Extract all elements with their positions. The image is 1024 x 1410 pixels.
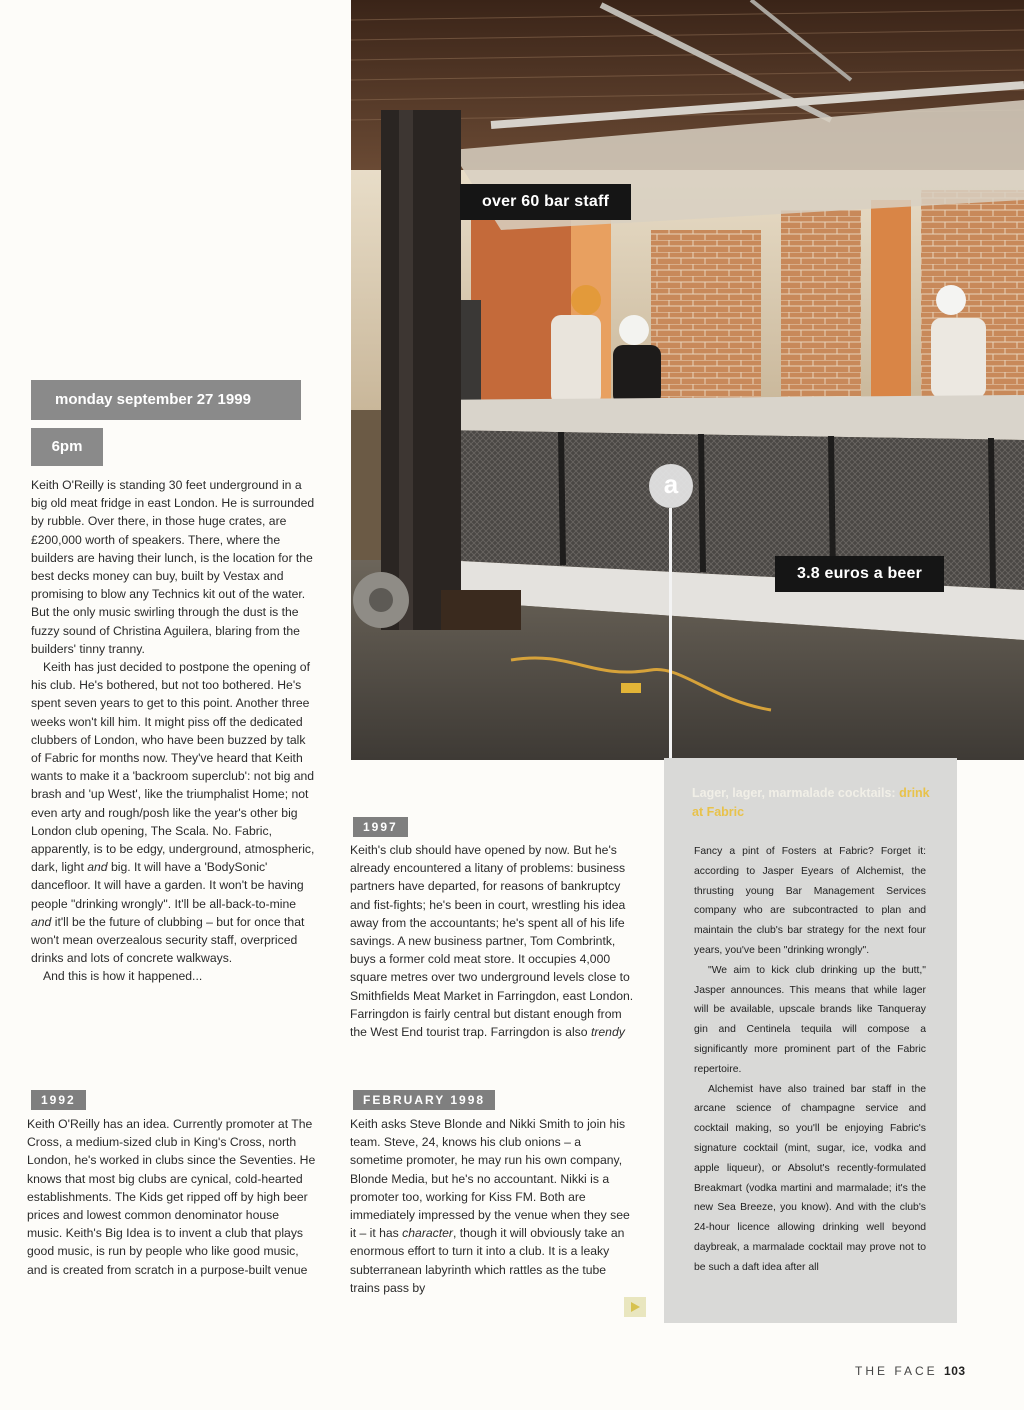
- sidebar-body: [694, 842, 926, 1278]
- paragraph: And this is how it happened...: [43, 969, 203, 984]
- date-heading: monday september 27 1999: [31, 380, 301, 420]
- column-2-text-1997: [350, 841, 634, 1041]
- year-tag-1992: 1992: [31, 1090, 86, 1110]
- sidebar-heading: Lager, lager, marmalade cocktails: drink at Fabric: [692, 786, 930, 819]
- year-tag-february-1998: FEBRUARY 1998: [353, 1090, 495, 1110]
- column-1-text: [31, 476, 317, 986]
- time-heading: 6pm: [31, 428, 103, 466]
- photo-label-bar-staff: over 60 bar staff: [460, 184, 631, 220]
- paragraph: Keith O'Reilly has an idea. Currently promoter at The Cross, a medium-sized club in King's Cross, north London, he's worked in clubs since the Seventies. He knows that most big clubs are cynical, cold-hearted establishments. The Kids get ripped off by high beer prices and lowest common denominator house music. Keith's Big Idea is to invent a club that plays good music, is run by people who like good music, and is created from scratch in a purpose-built venue: [27, 1117, 316, 1277]
- paragraph: "We aim to kick club drinking up the butt," Jasper announces. This means that while lager will be available, upscale brands like Tanqueray gin and Centinela tequila will compose a significantly more prominent part of the Fabric repertoire.: [694, 964, 926, 1075]
- paragraph: Keith has just decided to postpone the opening of his club. He's bothered, but not too bothered. He's spent seven years to get to this point. Another three weeks won't kill him. It might piss off the dedicated clubbers of London, who have been buzzed by talk of Fabric for months now. They've heard that Keith wants to make it a 'backroom superclub': not big and brash and 'up West', like the triumphalist Home; not even arty and rough/posh like the year's other big London club opening, The Scala. No. Fabric, apparently, is to be edgy, underground, atmospheric, dark, light and big. It will have a 'BodySonic' dancefloor. It will have a garden. It won't be having people "drinking wrongly". It'll be all-back-to-mine and it'll be the future of clubbing – but for once that won't mean overzealous security staff, overpriced drinks and lots of concrete walkways.: [31, 660, 315, 966]
- column-1-text-1992: [27, 1115, 317, 1279]
- paragraph: Keith O'Reilly is standing 30 feet underground in a big old meat fridge in east London. He is surrounded by rubble. Over there, in those huge crates, are £200,000 worth of speakers. There, where the builders are having their lunch, is the location for the best decks money can buy, built by Vestax and promising to blow any Technics kit out of the water. But the only music swirling through the dust is the fuzzy sound of Christina Aguilera, blaring from the builders' tinny tranny.: [31, 478, 315, 656]
- paragraph: Alchemist have also trained bar staff in the arcane science of champagne service and cocktail making, so you'll be enjoying Fabric's signature cocktail (mint, sugar, ice, vodka and apple liqueur), or Absolut's recently-formulated Breakmart (vodka martini and marmalade; it's the new Sea Breeze, you know). And with the club's 24-hour licence allowing drinking well beyond daybreak, a marmalade cocktail may prove not to be such a daft idea after all: [694, 1083, 926, 1273]
- paragraph: Keith asks Steve Blonde and Nikki Smith to join his team. Steve, 24, knows his club onions – a sometime promoter, he may run his own company, Blonde Media, but he's no accountant. Nikki is a promoter too, working for Kiss FM. Both are immediately impressed by the venue when they see it – it has character, though it will obviously take an enormous effort to turn it into a club. It is a leaky subterranean labyrinth which rattles as the tube trains pass by: [350, 1117, 630, 1295]
- photo-label-beer-price: 3.8 euros a beer: [775, 556, 944, 592]
- year-tag-1997: 1997: [353, 817, 408, 837]
- paragraph: Keith's club should have opened by now. But he's already encountered a litany of problems: business partners have departed, for reasons of bankruptcy and fist-fights; he's been in court, wrestling his idea away from the accountants; he's spent all of his life savings. A new business partner, Tom Combrintk, buys a former cold meat store. It occupies 4,000 square metres over two underground levels close to Smithfields Meat Market in Farringdon, east London. Farringdon is fairly central but distant enough from the West End tourist trap. Farringdon is also trendy: [350, 843, 634, 1040]
- photo-marker-a: a: [649, 464, 693, 508]
- continue-arrow-icon: [624, 1297, 646, 1317]
- page-folio: THE FACE 103: [855, 1364, 966, 1378]
- photo-illustration: [351, 0, 1024, 760]
- column-2-text-1998: [350, 1115, 636, 1297]
- photo-marker-line: [669, 508, 672, 758]
- bar-construction-photo: [351, 0, 1024, 760]
- paragraph: Fancy a pint of Fosters at Fabric? Forget it: according to Jasper Eyears of Alchemist, the thrusting young Bar Management Services company who are subcontracted to plan and maintain the club's bar strategy for the next four years, you've been "drinking wrongly".: [694, 846, 926, 956]
